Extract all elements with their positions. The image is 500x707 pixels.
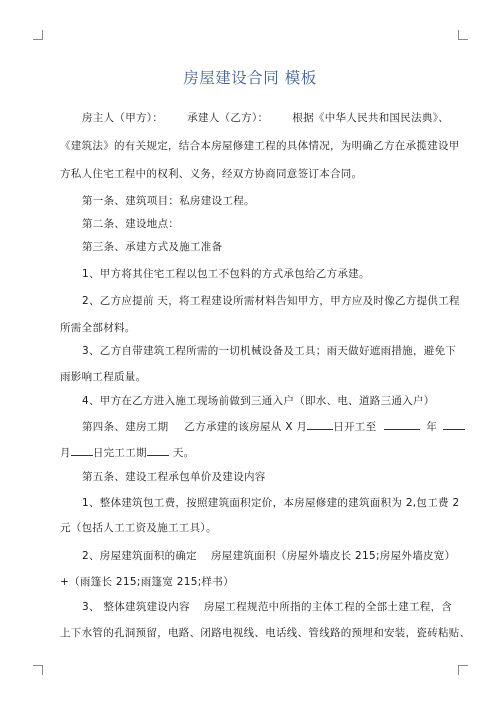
parties-line (60, 110, 450, 125)
item-label: 2、房屋建筑面积的确定 (82, 550, 197, 562)
list-item (60, 548, 456, 563)
list-item: 1、整体建筑包工费，按照建筑面积定价，本房屋修建的建筑面积为 2,包工费 2 (82, 497, 460, 509)
article-heading: 第一条、建筑项目：私房建设工程。 (82, 195, 255, 207)
page-corner-mark (33, 665, 43, 675)
fill-blank (147, 444, 169, 456)
fill-blank (307, 418, 333, 430)
article4-text: 乙方承建的该房屋从 X 月 (184, 421, 308, 433)
fill-blank (384, 418, 420, 430)
article4-text: 年 (426, 421, 438, 433)
article-heading: 第五条、建设工程承包单价及建设内容 (82, 471, 266, 483)
paragraph-line: 《建筑法》的有关规定，结合本房屋修建工程的具体情况，为明确乙方在承揽建设甲 (60, 140, 460, 152)
item-label: 3、 整体建筑建设内容 (82, 601, 190, 613)
list-item (60, 599, 453, 614)
list-item-continuation: 上下水管的孔洞预留，电路、闭路电视线、电话线、管线路的预埋和安装，瓷砖粘贴、 (60, 627, 471, 639)
document-title: 房屋建设合同 模板 (183, 69, 317, 87)
list-item-continuation: 元（包括人工工资及施工工具）。 (60, 522, 217, 534)
article-heading (60, 418, 445, 434)
list-item: 3、乙方自带建筑工程所需的一切机械设备及工具；雨天做好遮雨措施，避免下 (82, 345, 457, 357)
list-item-continuation: +（雨篷长 215;雨篷宽 215;样书） (60, 576, 234, 588)
fill-blank (443, 418, 465, 430)
article4-text: 天。 (172, 447, 195, 459)
page-corner-mark (458, 665, 468, 675)
list-item: 1、甲方将其住宅工程以包工不包料的方式承包给乙方承建。 (82, 268, 370, 280)
list-item-continuation: 雨影响工程质量。 (60, 371, 147, 383)
list-item-continuation: 所需全部材料。 (60, 322, 136, 334)
page-corner-mark (458, 30, 468, 40)
article4-text: 日完工工期 (92, 447, 147, 459)
article4-continuation (60, 444, 445, 460)
article4-text: 日开工至 (333, 421, 377, 433)
list-item: 2、乙方应提前 天，将工程建设所需材料告知甲方，甲方应及时像乙方提供工程 (82, 295, 460, 307)
owner-label: 房主人（甲方）： (82, 112, 164, 124)
article-heading: 第二条、建设地点： (82, 218, 180, 230)
article4-text: 月 (60, 447, 71, 459)
article4-label: 第四条、建房工期 (82, 421, 169, 433)
article-heading: 第三条、承建方式及施工准备 (82, 241, 223, 253)
page-corner-mark (33, 30, 43, 40)
builder-label: 承建人（乙方）： (187, 112, 269, 124)
preamble-start: 根据《中华人民共和国民法典》、 (292, 112, 450, 124)
item-text: 房屋工程规范中所指的主体工程的全部土建工程，含 (203, 601, 453, 613)
paragraph-line: 方私人住宅工程中的权利、义务，经双方协商同意签订本合同。 (60, 168, 363, 180)
item-text: 房屋建筑面积（房屋外墙皮长 215;房屋外墙皮宽） (210, 550, 456, 562)
list-item: 4、甲方在乙方进入施工现场前做到三通入户（即水、电、道路三通入户） (82, 395, 435, 407)
fill-blank (71, 444, 93, 456)
